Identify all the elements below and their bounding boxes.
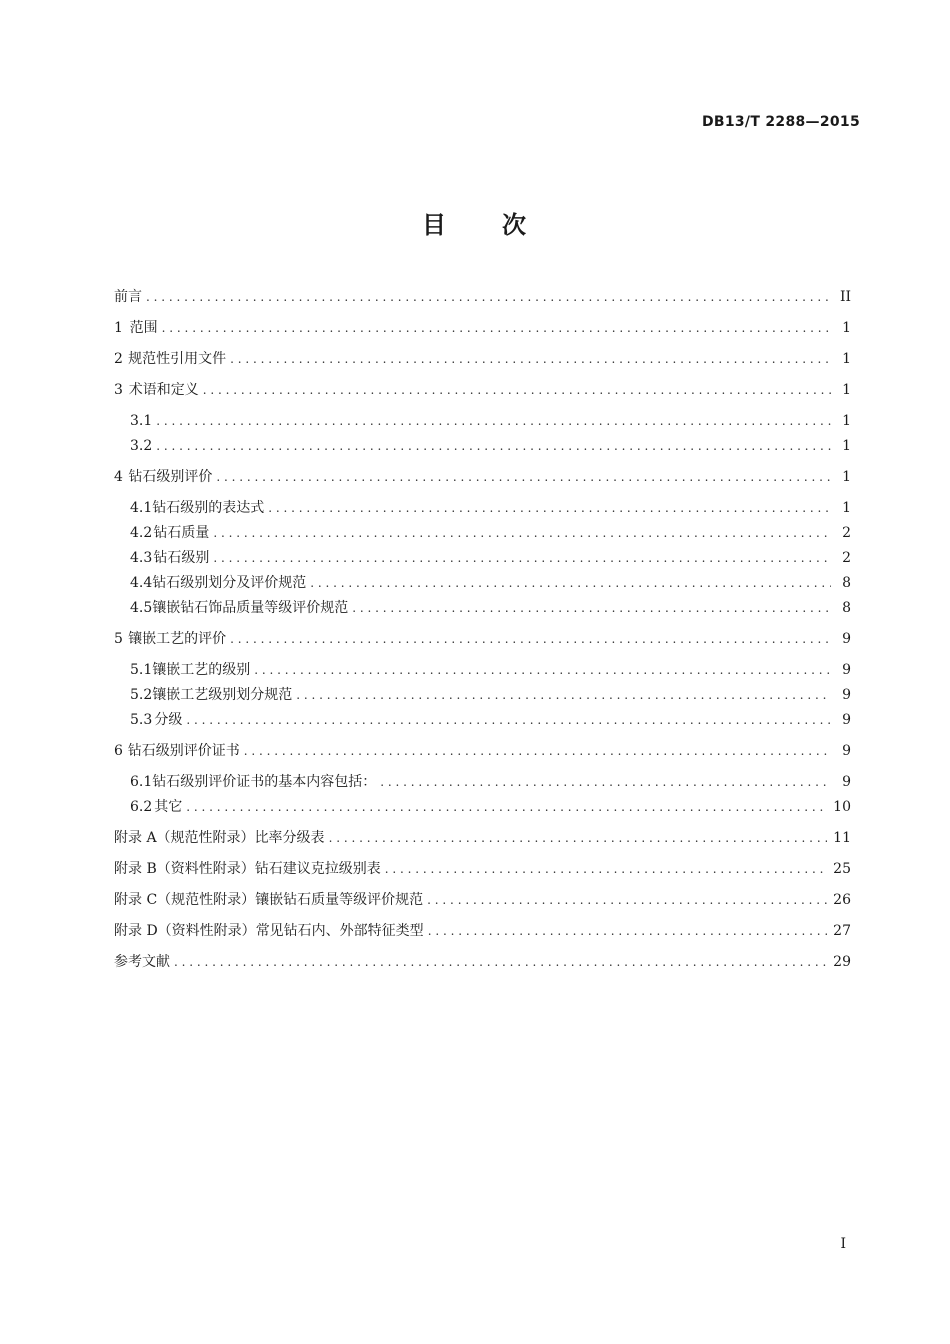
toc-entry-label: 钻石建议克拉级别表 xyxy=(254,861,381,877)
toc-entry-number: 6.2 xyxy=(130,799,153,815)
toc-entry-label: 钻石级别的表达式 xyxy=(152,500,265,516)
toc-entry-label: 参考文献 xyxy=(114,954,170,970)
toc-entry-page: 8 xyxy=(842,600,851,616)
toc-entry-label: 规范性引用文件 xyxy=(128,351,227,367)
toc-entry-page: 1 xyxy=(842,382,851,398)
toc-entry-number: 附录 C（规范性附录） xyxy=(114,892,256,908)
toc-entry-number: 附录 B（资料性附录） xyxy=(114,861,255,877)
toc-entry-page: 1 xyxy=(842,469,851,485)
toc-entry-page: 26 xyxy=(833,892,851,908)
toc-entry-label: 钻石质量 xyxy=(153,525,210,541)
toc-entry-4-3[interactable] xyxy=(130,548,851,568)
toc-entry-number: 2 xyxy=(114,351,123,367)
toc-entry-label: 术语和定义 xyxy=(128,382,199,398)
toc-entry-label: 钻石级别划分及评价规范 xyxy=(152,575,307,591)
toc-entry-3-1[interactable] xyxy=(130,411,851,431)
toc-entry-5-1[interactable] xyxy=(130,660,851,680)
toc-entry-2[interactable] xyxy=(114,349,851,369)
toc-entry-label: 前言 xyxy=(114,289,142,305)
toc-entry-label: 钻石级别评价 xyxy=(128,469,213,485)
toc-entry-number: 4.3 xyxy=(130,550,153,566)
toc-entry-number: 1 xyxy=(114,320,123,336)
toc-entry-label: 分级 xyxy=(154,712,183,728)
toc-entry-number: 5.3 xyxy=(130,712,153,728)
toc-entry-number: 4.4 xyxy=(130,575,153,591)
toc-entry-references[interactable] xyxy=(114,952,851,972)
toc-entry-page: 1 xyxy=(842,320,851,336)
toc-entry-4-1[interactable] xyxy=(130,498,851,518)
toc-entry-page: 1 xyxy=(842,351,851,367)
toc-entry-page: 1 xyxy=(842,413,851,429)
toc-entry-6[interactable] xyxy=(114,741,851,761)
toc-entry-number: 4 xyxy=(114,469,123,485)
toc-entry-page: 2 xyxy=(842,525,851,541)
toc-entry-appendix-d[interactable] xyxy=(114,921,851,941)
toc-entry-number: 5.2 xyxy=(130,687,153,703)
toc-entry-number: 附录 D（资料性附录） xyxy=(114,923,256,939)
toc-entry-6-2[interactable] xyxy=(130,797,851,817)
toc-entry-page: 2 xyxy=(842,550,851,566)
toc-entry-label: 镶嵌工艺的级别 xyxy=(152,662,251,678)
toc-entry-page: II xyxy=(839,289,851,305)
toc-entry-number: 4.1 xyxy=(130,500,153,516)
toc-entry-4-4[interactable] xyxy=(130,573,851,593)
toc-entry-label: 钻石级别评价证书 xyxy=(127,743,240,759)
toc-entry-label: 常见钻石内、外部特征类型 xyxy=(255,923,424,939)
toc-entry-5-2[interactable] xyxy=(130,685,851,705)
toc-entry-number: 3 xyxy=(114,382,123,398)
toc-entry-label: 其它 xyxy=(154,799,183,815)
toc-entry-label: 镶嵌钻石质量等级评价规范 xyxy=(255,892,424,908)
toc-entry-page: 25 xyxy=(833,861,851,877)
toc-entry-page: 10 xyxy=(833,799,851,815)
toc-entry-3[interactable] xyxy=(114,380,851,400)
toc-entry-page: 9 xyxy=(842,662,851,678)
toc-entry-page: 9 xyxy=(842,687,851,703)
toc-entry-5[interactable] xyxy=(114,629,851,649)
toc-title xyxy=(0,205,950,240)
toc-entry-6-1[interactable] xyxy=(130,772,851,792)
toc-entry-label: 镶嵌工艺的评价 xyxy=(128,631,227,647)
toc-entry-4-2[interactable] xyxy=(130,523,851,543)
toc-entry-number: 5 xyxy=(114,631,123,647)
toc-title-part1: 目 xyxy=(422,211,448,239)
toc-entry-page: 9 xyxy=(842,712,851,728)
toc-entry-label: 比率分级表 xyxy=(254,830,325,846)
toc-entry-label: 钻石级别 xyxy=(153,550,210,566)
toc-entry-page: 8 xyxy=(842,575,851,591)
toc-entry-number: 3.1 xyxy=(130,413,153,429)
toc-entry-appendix-a[interactable] xyxy=(114,828,851,848)
toc-entry-4[interactable] xyxy=(114,467,851,487)
toc-entry-number: 3.2 xyxy=(130,438,153,454)
toc-entry-number: 6.1 xyxy=(130,774,153,790)
toc-entry-label: 钻石级别评价证书的基本内容包括： xyxy=(152,774,377,790)
toc-entry-label: 镶嵌工艺级别划分规范 xyxy=(152,687,293,703)
toc-entry-page: 1 xyxy=(842,500,851,516)
toc-entry-page: 29 xyxy=(833,954,851,970)
toc-entry-3-2[interactable] xyxy=(130,436,851,456)
toc-entry-number: 4.5 xyxy=(130,600,153,616)
toc-entry-number: 6 xyxy=(114,743,123,759)
toc-entry-appendix-c[interactable] xyxy=(114,890,851,910)
toc-entry-number: 附录 A（规范性附录） xyxy=(114,830,255,846)
toc-entry-5-3[interactable] xyxy=(130,710,851,730)
toc-entry-number: 4.2 xyxy=(130,525,153,541)
toc-entry-label: 范围 xyxy=(129,320,158,336)
toc-entry-label: 镶嵌钻石饰品质量等级评价规范 xyxy=(152,600,349,616)
toc-entry-page: 9 xyxy=(842,774,851,790)
toc-entry-number: 5.1 xyxy=(130,662,153,678)
toc-entry-foreword[interactable] xyxy=(114,287,851,307)
toc-entry-page: 27 xyxy=(833,923,851,939)
toc-title-part2: 次 xyxy=(502,211,528,239)
page-number: I xyxy=(840,1236,846,1252)
toc-entry-4-5[interactable] xyxy=(130,598,851,618)
toc-entry-page: 9 xyxy=(842,743,851,759)
toc-entry-page: 11 xyxy=(833,830,851,846)
toc-entry-appendix-b[interactable] xyxy=(114,859,851,879)
standard-code: DB13/T 2288—2015 xyxy=(701,114,860,130)
toc-entry-1[interactable] xyxy=(114,318,851,338)
toc-entry-page: 9 xyxy=(842,631,851,647)
toc-entry-page: 1 xyxy=(842,438,851,454)
